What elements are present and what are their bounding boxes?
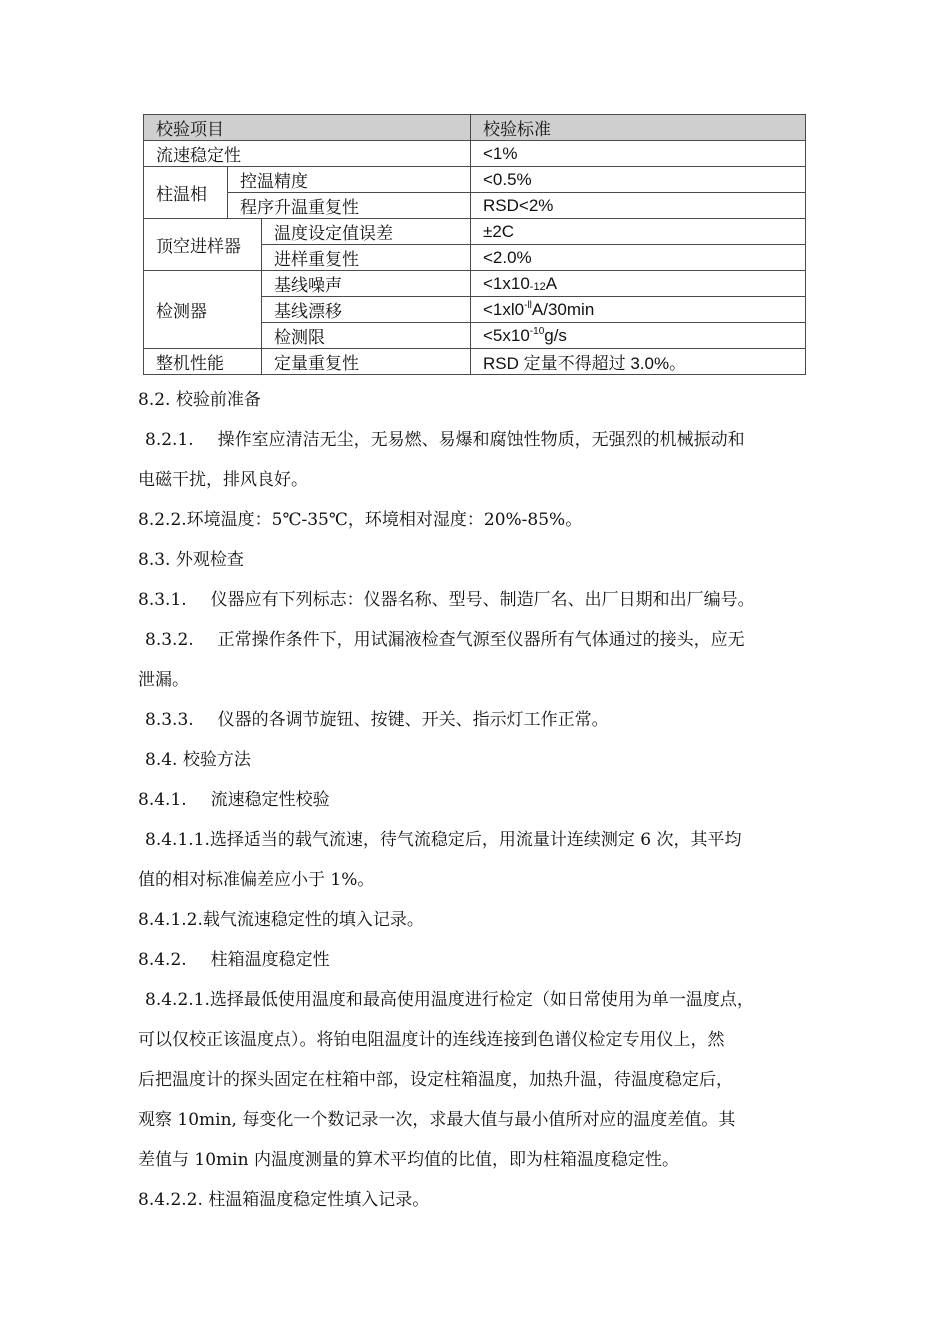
paragraph-8-4-1-1-line-2: 值的相对标准偏差应小于 1%。 [138,870,375,890]
table-row [144,219,806,245]
flow-stability-value: <1% [471,141,806,167]
baseline-noise-label: 基线噪声 [262,271,471,297]
clause-text: 流速稳定性校验 [210,790,330,810]
table-row [144,167,806,193]
section-heading-8-2: 8.2. 校验前准备 [138,390,261,410]
section-heading-8-4: 8.4. 校验方法 [145,750,251,770]
injection-repeatability-label: 进样重复性 [262,245,471,271]
paragraph-8-4-2-2: 8.4.2.2. 柱温箱温度稳定性填入记录。 [138,1190,430,1210]
detector-group: 检测器 [144,271,262,349]
clause-number: 8.2.1. [145,430,194,450]
headspace-sampler-group: 顶空进样器 [144,219,262,271]
section-heading-8-3: 8.3. 外观检查 [138,550,244,570]
value-unit: A [545,273,558,293]
header-item: 校验项目 [144,115,471,141]
clause-text: 仪器的各调节旋钮、按键、开关、指示灯工作正常。 [217,710,609,730]
paragraph-8-4-2-1-line-4: 观察 10min, 每变化一个数记录一次，求最大值与最小值所对应的温度差值。其 [138,1110,736,1130]
table-row [144,349,806,375]
value-exponent: -12 [529,280,546,293]
clause-text: 柱箱温度稳定性 [210,950,330,970]
document-body [138,380,813,1220]
clause-number: 8.3.3. [145,710,194,730]
quantitative-repeatability-value: RSD 定量不得超过 3.0%。 [471,349,806,375]
clause-number: 8.3.2. [145,630,194,650]
value-base: <1xl0 [483,299,525,319]
table-row [144,271,806,297]
value-exponent: -ll [524,299,532,311]
injection-repeatability-value: <2.0% [471,245,806,271]
baseline-noise-value [471,271,806,297]
temp-setpoint-error-label: 温度设定值误差 [262,219,471,245]
value-base: <5x10 [483,325,530,345]
paragraph-8-4-2-1-line-2: 可以仅校正该温度点）。将铂电阻温度计的连线连接到色谱仪检定专用仪上，然 [138,1030,725,1050]
paragraph-8-4-1-2: 8.4.1.2.载气流速稳定性的填入记录。 [138,910,424,930]
paragraph-8-2-2: 8.2.2.环境温度：5℃-35℃，环境相对湿度：20%-85%。 [138,510,583,530]
clause-text: 正常操作条件下，用试漏液检查气源至仪器所有气体通过的接头，应无 [217,630,745,650]
table-row [144,193,806,219]
calibration-standards-table [143,114,806,375]
baseline-drift-value [471,297,806,323]
program-heating-repeatability-value: RSD<2% [471,193,806,219]
detection-limit-value [471,323,806,349]
clause-text: 仪器应有下列标志：仪器名称、型号、制造厂名、出厂日期和出厂编号。 [210,590,755,610]
paragraph-8-4-1 [138,780,813,820]
paragraph-8-4-2-1-line-3: 后把温度计的探头固定在柱箱中部，设定柱箱温度，加热升温，待温度稳定后， [138,1070,733,1090]
clause-number: 8.4.1. [138,790,187,810]
clause-number: 8.4.2. [138,950,187,970]
paragraph-8-4-2-1-line-5: 差值与 10min 内温度测量的算术平均值的比值，即为柱箱温度稳定性。 [138,1150,679,1170]
paragraph-8-3-1 [138,580,813,620]
value-exponent: -10 [529,325,545,337]
machine-performance-group: 整机性能 [144,349,262,375]
program-heating-repeatability-label: 程序升温重复性 [228,193,471,219]
table-row [144,141,806,167]
column-temp-group: 柱温相 [144,167,228,219]
table-header-row [144,115,806,141]
temp-setpoint-error-value: ±2C [471,219,806,245]
paragraph-8-4-2 [138,940,813,980]
header-standard: 校验标准 [471,115,806,141]
quantitative-repeatability-label: 定量重复性 [262,349,471,375]
baseline-drift-label: 基线漂移 [262,297,471,323]
paragraph-8-3-3 [138,700,813,740]
paragraph-8-4-1-1-line-1: 8.4.1.1.选择适当的载气流速，待气流稳定后，用流量计连续测定 6 次，其平均 [145,830,742,850]
clause-number: 8.3.1. [138,590,187,610]
paragraph-8-2-1-line-1 [138,420,813,460]
paragraph-8-3-2-line-1 [138,620,813,660]
clause-text: 操作室应清洁无尘，无易燃、易爆和腐蚀性物质，无强烈的机械振动和 [217,430,745,450]
detection-limit-label: 检测限 [262,323,471,349]
paragraph-8-4-2-1-line-1: 8.4.2.1.选择最低使用温度和最高使用温度进行检定（如日常使用为单一温度点， [145,990,754,1010]
paragraph-8-3-2-line-2: 泄漏。 [138,670,189,690]
flow-stability-label: 流速稳定性 [144,141,471,167]
temp-control-accuracy-value: <0.5% [471,167,806,193]
temp-control-accuracy-label: 控温精度 [228,167,471,193]
paragraph-8-2-1-line-2: 电磁干扰，排风良好。 [138,470,308,490]
value-unit: g/s [544,325,567,345]
value-unit: A/30min [531,299,595,319]
value-base: <1x10 [483,273,530,293]
